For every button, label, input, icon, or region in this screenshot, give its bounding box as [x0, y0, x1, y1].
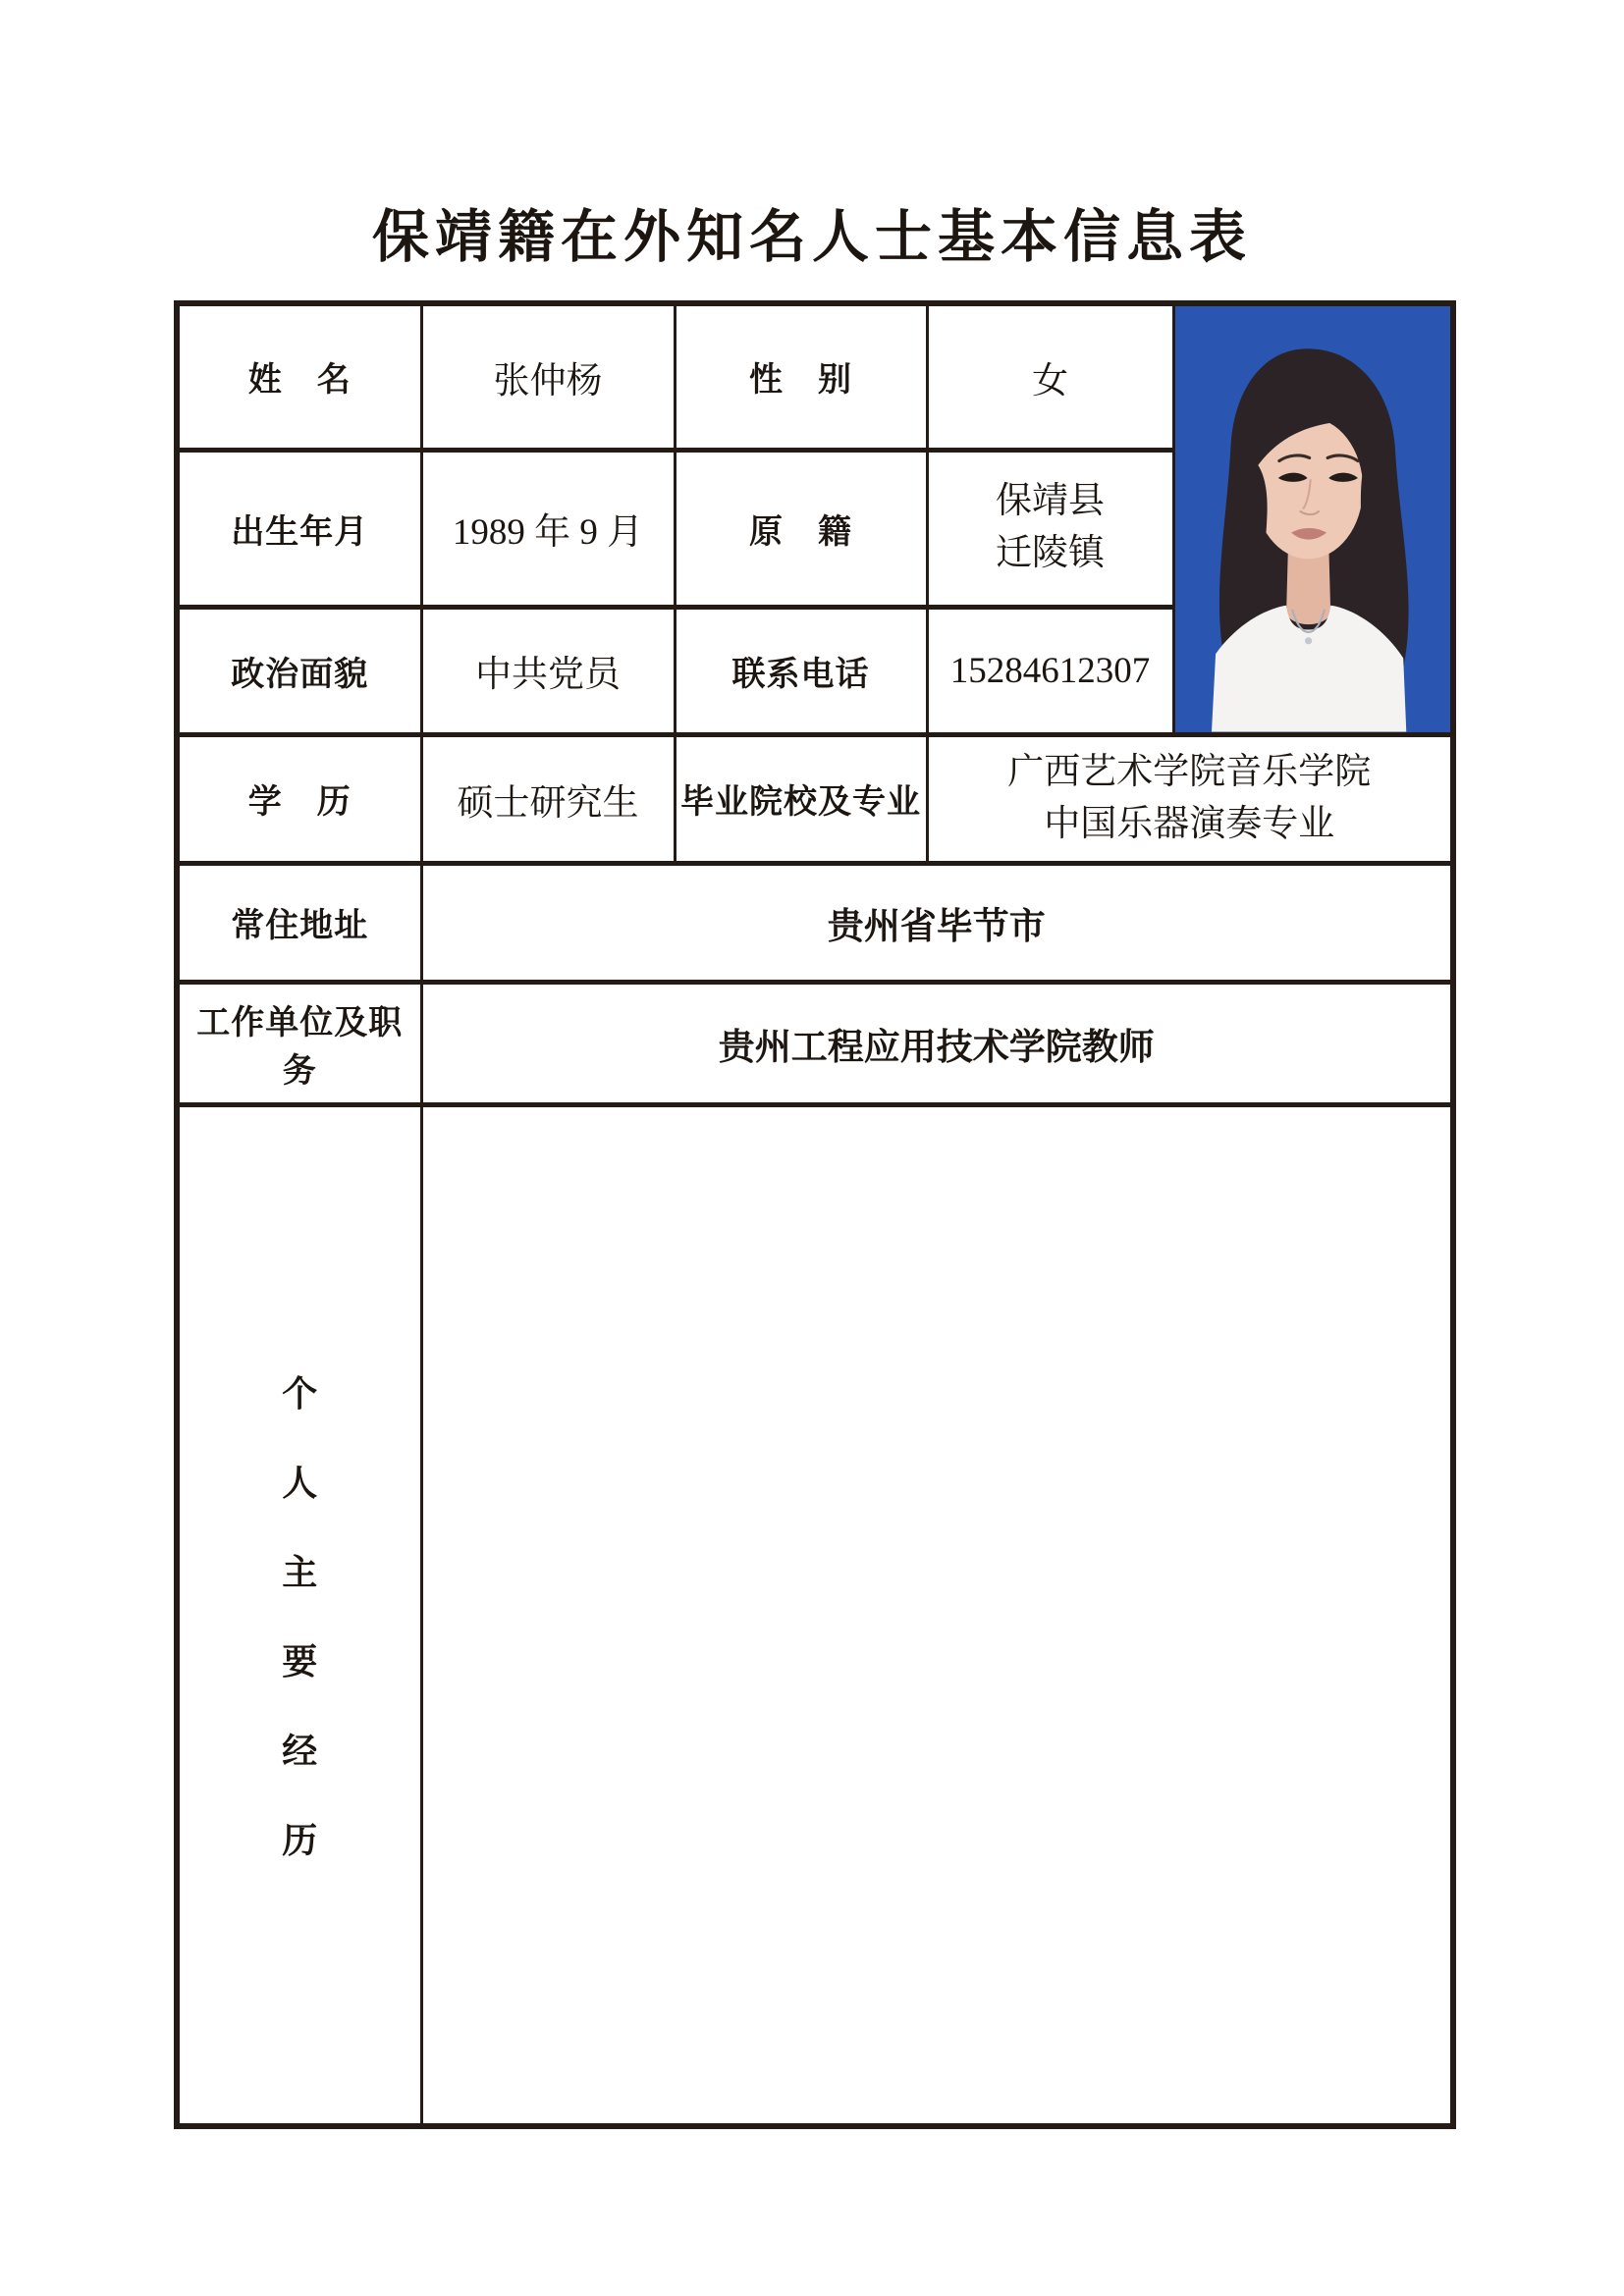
- school-line-1: 广西艺术学院音乐学院: [1007, 751, 1372, 792]
- birth-label: 出生年月: [177, 450, 421, 607]
- portrait-illustration: [1175, 306, 1451, 732]
- address-value: 贵州省毕节市: [421, 863, 1453, 982]
- page-title: 保靖籍在外知名人士基本信息表: [371, 205, 1252, 269]
- origin-value: [927, 450, 1173, 607]
- origin-line-1: 保靖县: [996, 481, 1105, 522]
- experience-label-char: 历: [282, 1820, 318, 1861]
- education-label: 学 历: [177, 734, 421, 863]
- work-label: 工作单位及职务: [177, 982, 421, 1104]
- gender-label: 性 别: [675, 303, 927, 450]
- school-label: 毕业院校及专业: [675, 734, 927, 863]
- school-line-2: 中国乐器演奏专业: [1044, 803, 1335, 844]
- work-value: 贵州工程应用技术学院教师: [421, 982, 1453, 1104]
- school-value: [927, 734, 1453, 863]
- experience-label-char: 个: [282, 1373, 318, 1415]
- phone-label: 联系电话: [675, 607, 927, 734]
- experience-label-char: 经: [282, 1731, 318, 1772]
- experience-label: [180, 1107, 420, 2124]
- row-experience: [177, 1104, 1453, 2126]
- birth-value: 1989 年 9 月: [421, 450, 675, 607]
- name-label: 姓 名: [177, 303, 421, 450]
- political-label: 政治面貌: [177, 607, 421, 734]
- phone-value: 15284612307: [927, 607, 1173, 734]
- portrait-photo-cell: [1173, 303, 1453, 734]
- gender-value: 女: [927, 303, 1173, 450]
- row-address: [177, 863, 1453, 982]
- experience-label-char: 人: [282, 1463, 318, 1504]
- experience-content: [421, 1104, 1453, 2126]
- info-table: [174, 300, 1456, 2129]
- address-label: 常住地址: [177, 863, 421, 982]
- origin-label: 原 籍: [675, 450, 927, 607]
- name-value: 张仲杨: [421, 303, 675, 450]
- row-name-gender: [177, 303, 1453, 450]
- experience-label-char: 主: [282, 1552, 318, 1593]
- origin-line-2: 迁陵镇: [996, 533, 1105, 573]
- political-value: 中共党员: [421, 607, 675, 734]
- education-value: 硕士研究生: [421, 734, 675, 863]
- experience-label-cell: [177, 1104, 421, 2126]
- row-education-school: [177, 734, 1453, 863]
- row-work: [177, 982, 1453, 1104]
- portrait-photo: [1175, 306, 1451, 732]
- experience-label-char: 要: [282, 1641, 318, 1682]
